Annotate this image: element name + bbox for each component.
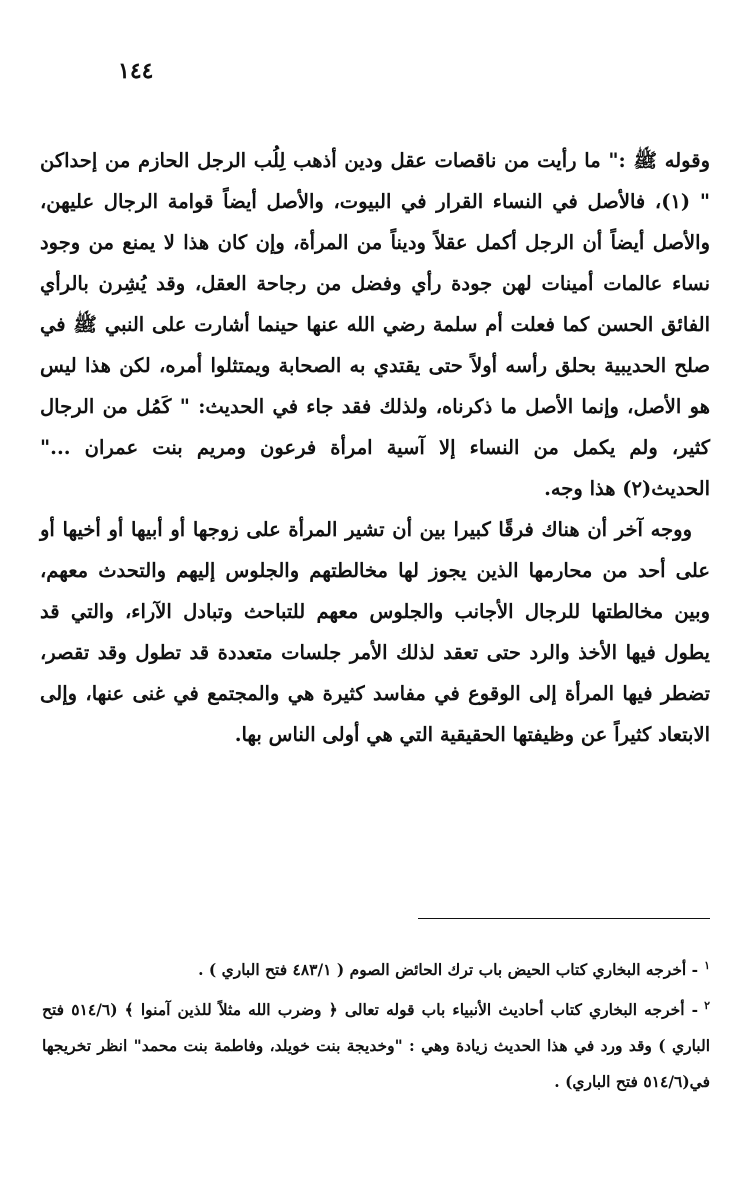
paragraph-1: وقوله ﷺ :" ما رأيت من ناقصات عقل ودين أذهب لِلُب الرجل الحازم من إحداكن " (١)، فالأصل في النساء القرار في البيوت، والأصل أيضاً قوامة الرجال عليهن، والأصل أيضاً أن الرجل أكمل عقلاً وديناً من المرأة، وإن كان هذا لا يمنع من وجود نساء عالمات أمينات لهن جودة رأي وفضل من رجاحة العقل، وقد يُشِرن بالرأي الفائق الحسن كما فعلت أم سلمة رضي الله عنها حينما أشارت على النبي ﷺ في صلح الحديبية بحلق رأسه أولاً حتى يقتدي به الصحابة ويمتثلوا أمره، لكن هذا ليس هو الأصل، وإنما الأصل ما ذكرناه، ولذلك فقد جاء في الحديث: " كَمُل من الرجال كثير، ولم يكمل من النساء إلا آسية امرأة فرعون ومريم بنت عمران ..." الحديث(٢) هذا وجه.	[40, 149, 710, 500]
footnote-1	[42, 948, 710, 988]
footnote-text: - أخرجه البخاري كتاب أحاديث الأنبياء باب قوله تعالى ﴿ وضرب الله مثلاً للذين آمنوا ﴾ (٥١٤/٦ فتح الباري ) وقد ورد في هذا الحديث زيادة وهي : "وخديجة بنت خويلد، وفاطمة بنت محمد" انظر تخريجها في(٥١٤/٦ فتح الباري) .	[42, 1000, 710, 1092]
paragraph-2: ووجه آخر أن هناك فرقًا كبيرا بين أن تشير المرأة على زوجها أو أبيها أو أخيها أو على أحد من محارمها الذين يجوز لها مخالطتهم والجلوس إليهم والتحدث معهم، وبين مخالطتها للرجال الأجانب والجلوس معهم للتباحث وتبادل الآراء، والتي قد يطول فيها الأخذ والرد حتى تعقد لذلك الأمر جلسات متعددة قد تطول وقد تقصر، تضطر فيها المرأة إلى الوقوع في مفاسد كثيرة هي والمجتمع في غنى عنها، وإلى الابتعاد كثيراً عن وظيفتها الحقيقية التي هي أولى الناس بها.	[40, 518, 710, 746]
page-number: ١٤٤	[118, 58, 154, 84]
footnotes	[42, 948, 710, 1100]
footnote-2	[42, 988, 710, 1100]
footnote-marker: ٢	[704, 999, 710, 1013]
footnote-text: - أخرجه البخاري كتاب الحيض باب ترك الحائض الصوم ( ٤٨٣/١ فتح الباري ) .	[198, 960, 699, 980]
main-text	[40, 140, 710, 755]
footnote-divider	[418, 918, 710, 919]
footnote-marker: ١	[704, 959, 710, 972]
